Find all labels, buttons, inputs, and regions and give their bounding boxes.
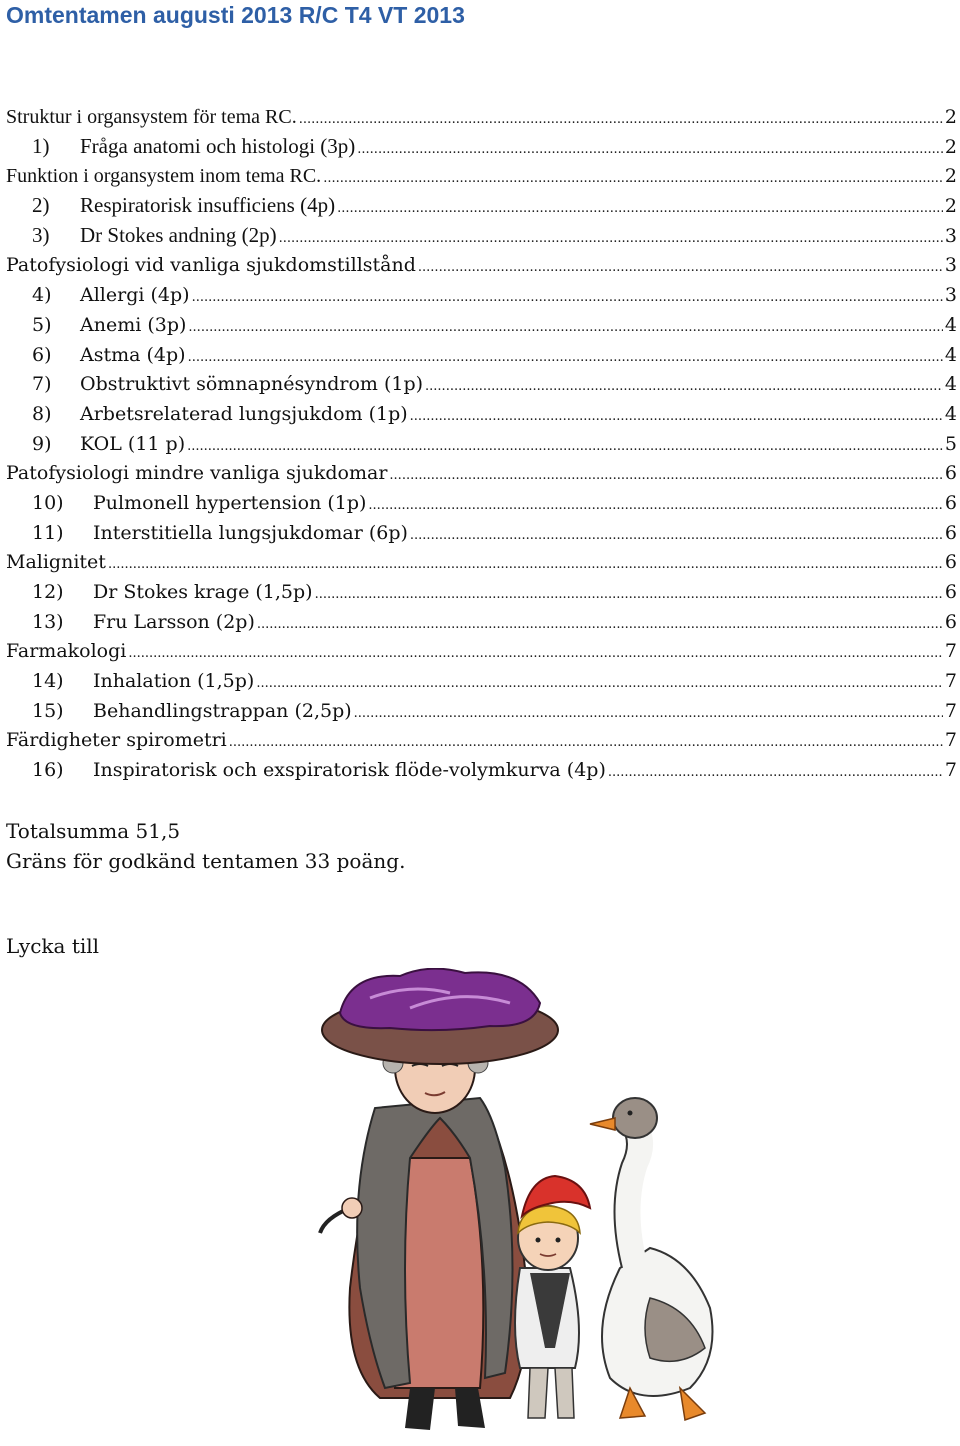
goose-head: [613, 1098, 657, 1138]
toc-entry-number: 8): [32, 402, 52, 425]
toc-entry[interactable]: [6, 401, 957, 431]
toc-dot-leader: [357, 134, 943, 158]
toc-entry[interactable]: [6, 431, 957, 461]
toc-dot-leader: [108, 549, 943, 573]
toc-entry[interactable]: [6, 312, 957, 342]
toc-dot-leader: [368, 490, 942, 514]
toc-entry-number: 11): [32, 521, 64, 544]
toc-dot-leader: [256, 668, 943, 692]
toc-entry-title: Färdigheter spirometri: [6, 729, 227, 752]
toc-dot-leader: [337, 193, 943, 217]
toc-entry[interactable]: [6, 668, 957, 698]
toc-page-number: 6: [944, 551, 957, 574]
toc-entry-title: Inhalation (1,5p): [93, 670, 255, 693]
toc-dot-leader: [315, 579, 943, 603]
document-title: Omtentamen augusti 2013 R/C T4 VT 2013: [6, 2, 465, 28]
toc-entry-title: Obstruktivt sömnapnésyndrom (1p): [80, 373, 424, 396]
toc-entry-number: 16): [32, 759, 64, 782]
toc-entry[interactable]: [6, 757, 957, 787]
toc-entry-title: Interstitiella lungsjukdomar (6p): [93, 521, 408, 544]
toc-page-number: 7: [944, 699, 957, 722]
toc-entry-number: 14): [32, 670, 64, 693]
toc-dot-leader: [299, 104, 943, 128]
toc-entry[interactable]: [6, 490, 957, 520]
toc-entry-title: Dr Stokes andning (2p): [80, 222, 277, 247]
toc-dot-leader: [410, 401, 943, 425]
score-summary: [6, 816, 405, 876]
toc-entry-title: Behandlingstrappan (2,5p): [93, 699, 352, 722]
toc-page-number: 4: [944, 402, 957, 425]
lady-boot-left: [405, 1388, 435, 1430]
toc-page-number: 3: [944, 224, 957, 247]
toc-dot-leader: [279, 223, 943, 247]
toc-entry-title: Funktion i organsystem inom tema RC.: [6, 165, 322, 188]
toc-dot-leader: [389, 460, 942, 484]
toc-entry[interactable]: [6, 698, 957, 728]
toc-page-number: 6: [944, 610, 957, 633]
toc-entry-number: 1): [32, 133, 50, 158]
boy-legs: [528, 1368, 574, 1418]
toc-entry-number: 15): [32, 699, 64, 722]
toc-entry-number: 3): [32, 222, 50, 247]
toc-entry-number: 6): [32, 343, 52, 366]
good-luck-text: Lycka till: [6, 934, 100, 958]
toc-entry-title: Fråga anatomi och histologi (3p): [80, 133, 356, 158]
toc-entry-title: Patofysiologi mindre vanliga sjukdomar: [6, 462, 388, 485]
toc-dot-leader: [410, 520, 943, 544]
toc-entry-title: Arbetsrelaterad lungsjukdom (1p): [80, 402, 408, 425]
toc-entry-title: KOL (11 p): [80, 432, 186, 455]
toc-entry-number: 7): [32, 373, 52, 396]
toc-page-number: 4: [944, 373, 957, 396]
toc-dot-leader: [229, 727, 943, 751]
toc-dot-leader: [323, 163, 943, 187]
toc-dot-leader: [608, 757, 943, 781]
toc-entry-title: Respiratorisk insufficiens (4p): [80, 193, 336, 218]
toc-entry-title: Malignitet: [6, 551, 106, 574]
toc-page-number: 2: [944, 165, 957, 188]
toc-entry[interactable]: [6, 520, 957, 550]
toc-page-number: 7: [944, 759, 957, 782]
table-of-contents: [6, 104, 957, 787]
toc-entry[interactable]: [6, 252, 957, 282]
toc-page-number: 6: [944, 462, 957, 485]
toc-entry-title: Anemi (3p): [80, 313, 187, 336]
goose-neck: [628, 1128, 641, 1268]
toc-page-number: 5: [944, 432, 957, 455]
toc-page-number: 3: [944, 254, 957, 277]
toc-entry[interactable]: [6, 193, 957, 223]
toc-dot-leader: [128, 638, 943, 662]
toc-dot-leader: [418, 252, 943, 276]
toc-page-number: 4: [944, 343, 957, 366]
toc-entry-number: 9): [32, 432, 52, 455]
toc-entry-number: 13): [32, 610, 64, 633]
toc-page-number: 6: [944, 521, 957, 544]
toc-dot-leader: [354, 698, 943, 722]
toc-entry-number: 10): [32, 491, 64, 514]
toc-entry-number: 5): [32, 313, 52, 336]
toc-entry[interactable]: [6, 371, 957, 401]
toc-page-number: 7: [944, 640, 957, 663]
toc-dot-leader: [425, 371, 943, 395]
toc-entry-title: Astma (4p): [80, 343, 186, 366]
total-score: Totalsumma 51,5: [6, 819, 181, 843]
toc-entry[interactable]: [6, 549, 957, 579]
toc-entry-title: Farmakologi: [6, 640, 127, 663]
toc-dot-leader: [188, 342, 943, 366]
toc-page-number: 6: [944, 581, 957, 603]
toc-page-number: 6: [944, 491, 957, 514]
toc-entry-title: Fru Larsson (2p): [93, 610, 255, 633]
toc-entry[interactable]: [6, 638, 957, 668]
toc-page-number: 2: [944, 195, 957, 218]
toc-entry[interactable]: [6, 460, 957, 490]
toc-dot-leader: [188, 312, 942, 336]
toc-entry-number: 12): [32, 581, 64, 603]
cartoon-illustration: [290, 968, 730, 1438]
toc-dot-leader: [192, 282, 943, 306]
toc-entry-title: Struktur i organsystem för tema RC.: [6, 106, 297, 128]
goose-beak: [590, 1118, 615, 1130]
toc-entry[interactable]: [6, 134, 957, 164]
toc-page-number: 3: [944, 284, 957, 307]
toc-entry-title: Pulmonell hypertension (1p): [93, 491, 367, 514]
toc-entry-number: 2): [32, 193, 50, 218]
toc-page-number: 2: [944, 106, 957, 128]
toc-entry[interactable]: [6, 282, 957, 312]
toc-entry[interactable]: [6, 104, 957, 134]
toc-entry[interactable]: [6, 609, 957, 639]
toc-entry[interactable]: [6, 342, 957, 372]
toc-page-number: 7: [944, 729, 957, 752]
toc-page-number: 2: [944, 135, 957, 158]
toc-entry-title: Dr Stokes krage (1,5p): [93, 581, 313, 603]
toc-page-number: 7: [944, 670, 957, 693]
toc-entry-title: Patofysiologi vid vanliga sjukdomstillstånd: [6, 254, 416, 277]
toc-entry-number: 4): [32, 284, 52, 307]
toc-dot-leader: [187, 431, 943, 455]
pass-limit: Gräns för godkänd tentamen 33 poäng.: [6, 849, 406, 873]
toc-entry[interactable]: [6, 163, 957, 193]
toc-entry-title: Allergi (4p): [80, 284, 190, 307]
toc-entry[interactable]: [6, 579, 957, 609]
toc-dot-leader: [257, 609, 943, 633]
toc-entry-title: Inspiratorisk och exspiratorisk flöde-volymkurva (4p): [93, 759, 606, 782]
toc-entry[interactable]: [6, 727, 957, 757]
toc-entry[interactable]: [6, 223, 957, 253]
toc-page-number: 4: [944, 313, 957, 336]
